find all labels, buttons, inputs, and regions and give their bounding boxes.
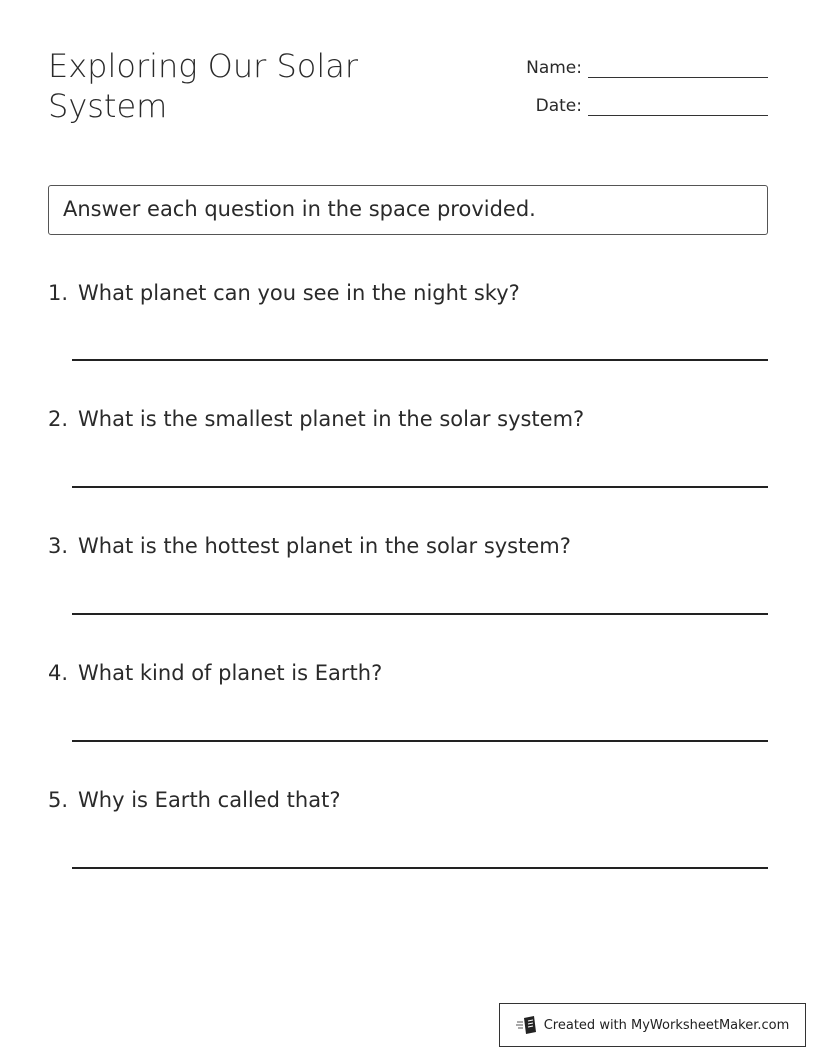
answer-line-5[interactable] bbox=[72, 867, 768, 869]
answer-line-2[interactable] bbox=[72, 486, 768, 488]
answer-line-3[interactable] bbox=[72, 613, 768, 615]
question-text: What planet can you see in the night sky? bbox=[78, 281, 520, 305]
question-text: What is the hottest planet in the solar system? bbox=[78, 534, 571, 558]
name-line[interactable] bbox=[588, 57, 768, 78]
name-label: Name: bbox=[526, 58, 582, 78]
question-number: 1. bbox=[48, 281, 69, 305]
date-line[interactable] bbox=[588, 95, 768, 116]
answer-line-4[interactable] bbox=[72, 740, 768, 742]
question-number: 3. bbox=[48, 534, 69, 558]
question-text: What kind of planet is Earth? bbox=[78, 661, 383, 685]
question-3 bbox=[48, 534, 571, 558]
question-number: 2. bbox=[48, 407, 69, 431]
page-title: Exploring Our Solar System bbox=[48, 47, 358, 125]
question-4 bbox=[48, 661, 382, 685]
footer-badge[interactable] bbox=[499, 1003, 806, 1047]
question-number: 4. bbox=[48, 661, 69, 685]
date-field[interactable] bbox=[480, 92, 768, 116]
question-1 bbox=[48, 281, 520, 305]
name-field[interactable] bbox=[480, 54, 768, 78]
question-text: Why is Earth called that? bbox=[78, 788, 341, 812]
worksheet-logo-icon bbox=[516, 1015, 538, 1035]
question-text: What is the smallest planet in the solar system? bbox=[78, 407, 585, 431]
question-2 bbox=[48, 407, 584, 431]
question-number: 5. bbox=[48, 788, 69, 812]
footer-text: Created with MyWorksheetMaker.com bbox=[543, 1017, 790, 1033]
instructions-box: Answer each question in the space provided. bbox=[48, 185, 768, 235]
answer-line-1[interactable] bbox=[72, 359, 768, 361]
question-5 bbox=[48, 788, 340, 812]
date-label: Date: bbox=[535, 96, 582, 116]
